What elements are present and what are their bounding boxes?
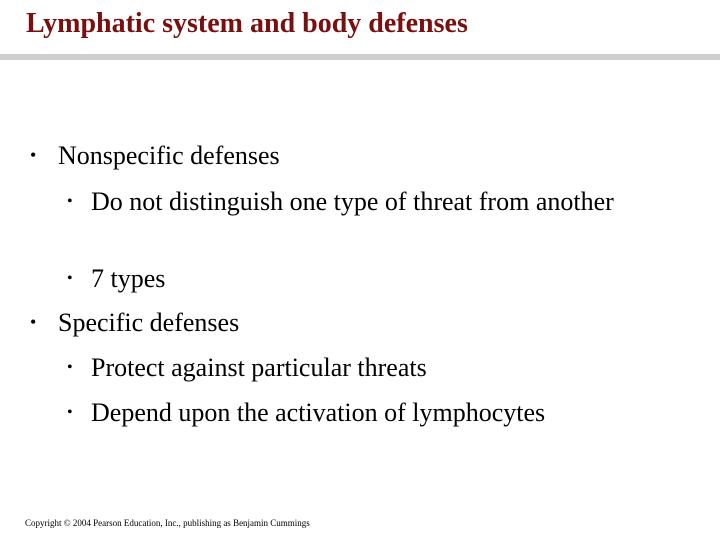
bullet-icon: • [67, 404, 73, 421]
bullet-icon: • [30, 145, 37, 165]
bullet-item-protect [67, 352, 651, 383]
bullet-icon: • [67, 270, 73, 287]
bullet-text: Specific defenses [58, 308, 240, 337]
bullet-item-nonspecific [30, 140, 280, 171]
bullet-item-seven-types [67, 263, 651, 294]
bullet-item-depend [67, 397, 651, 428]
bullet-icon: • [30, 312, 37, 332]
bullet-icon: • [67, 359, 73, 376]
copyright-notice: Copyright © 2004 Pearson Education, Inc., publishing as Benjamin Cummings [25, 518, 310, 528]
slide-title: Lymphatic system and body defenses [26, 8, 468, 39]
title-divider [0, 54, 720, 60]
bullet-item-specific [30, 307, 240, 338]
bullet-text: Nonspecific defenses [58, 141, 280, 170]
bullet-item-no-distinguish [67, 186, 651, 217]
bullet-text: Depend upon the activation of lymphocytes [91, 398, 546, 427]
bullet-text: Protect against particular threats [91, 353, 427, 382]
bullet-text: 7 types [91, 264, 166, 293]
bullet-text: Do not distinguish one type of threat from another [91, 187, 614, 216]
bullet-icon: • [67, 193, 73, 210]
